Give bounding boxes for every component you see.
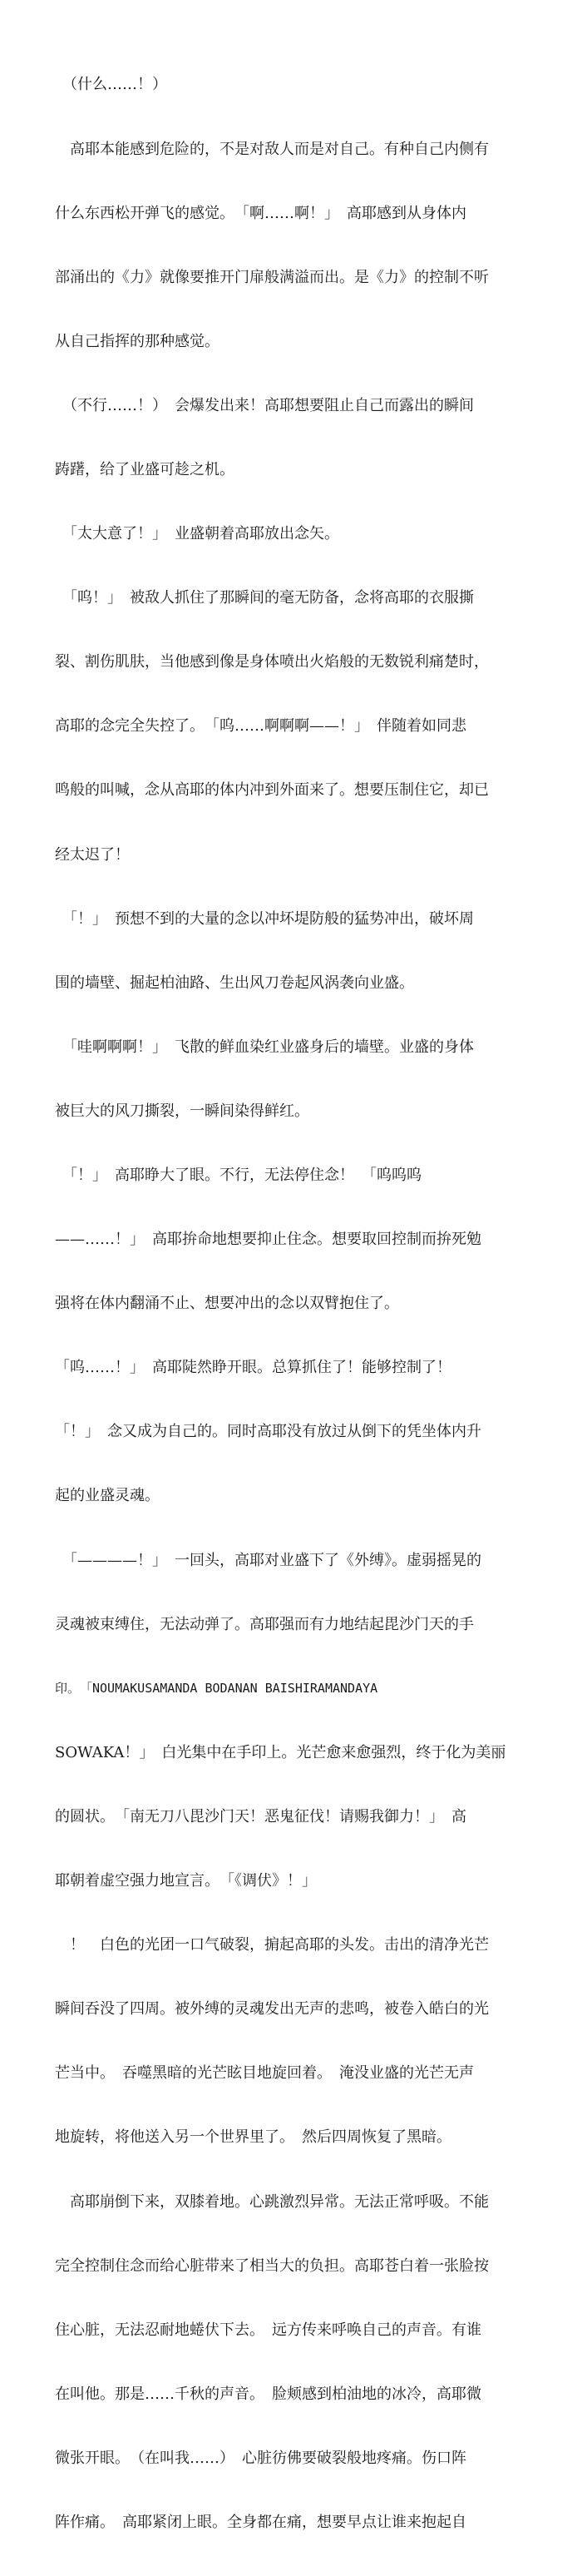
text-line: （什么……！）: [55, 76, 167, 94]
text-line: 印。 「NOUMAKUSAMANDA BODANAN BAISHIRAMANDAYA: [55, 1680, 378, 1696]
text-line: 经太迟了！: [55, 845, 130, 864]
text-line: 什么东西松开弹飞的感觉。 「啊……啊！」 高耶感到从身体内: [55, 204, 466, 222]
text-line: 高耶的念完全失控了。 「呜……啊啊啊——！」 伴随着如同悲: [55, 717, 466, 736]
text-line: 瞬间吞没了四周。被外缚的灵魂发出无声的悲鸣，被卷入皓白的光: [55, 2000, 489, 2019]
text-line: 「————！」 一回头，高耶对业盛下了《外缚》。虚弱摇晃的: [55, 1551, 481, 1569]
text-line: 高耶崩倒下来，双膝着地。心跳激烈异常。无法正常呼吸。不能: [55, 2192, 489, 2211]
novel-text-body: [55, 32, 554, 2576]
text-line: 围的墙壁、掘起柏油路、生出风刀卷起风涡袭向业盛。: [55, 973, 414, 992]
text-line: 踌躇，给了业盛可趁之机。: [55, 460, 234, 478]
text-line: 鸣般的叫喊，念从高耶的体内冲到外面来了。想要压制住它，却已: [55, 781, 489, 800]
text-line: 「呜……！」 高耶陡然睁开眼。总算抓住了！能够控制了！: [55, 1359, 451, 1377]
text-line: （不行……！） 会爆发出来！高耶想要阻止自己而露出的瞬间: [55, 396, 474, 414]
text-line: 「太大意了！」 业盛朝着高耶放出念矢。: [55, 525, 339, 543]
text-line: 强将在体内翻涌不止、想要冲出的念以双臂抱住了。: [55, 1295, 399, 1313]
text-line: 灵魂被束缚住，无法动弹了。高耶强而有力地结起毘沙门天的手: [55, 1615, 474, 1633]
text-line: 「哇啊啊啊！」 飞散的鲜血染红业盛身后的墙壁。业盛的身体: [55, 1038, 474, 1056]
text-line: 地旋转，将他送入另一个世界里了。 然后四周恢复了黑暗。: [55, 2128, 451, 2147]
text-line: 阵作痛。 高耶紧闭上眼。全身都在痛，想要早点让谁来抱起自: [55, 2513, 466, 2531]
text-line: 起的业盛灵魂。: [55, 1487, 160, 1505]
text-line: 完全控制住念而给心脏带来了相当大的负担。高耶苍白着一张脸按: [55, 2256, 489, 2275]
text-line: 耶朝着虚空强力地宣言。 「《调伏》！」: [55, 1872, 317, 1890]
text-line: 的圆状。 「南无刀八毘沙门天！恶鬼征伐！请赐我御力！」 高: [55, 1807, 466, 1825]
text-line: 裂、割伤肌肤，当他感到像是身体喷出火焰般的无数锐利痛楚时，: [55, 653, 489, 671]
text-line: 在叫他。那是……千秋的声音。 脸颊感到柏油地的冰冷，高耶微: [55, 2385, 481, 2403]
text-line: 芒当中。 吞噬黑暗的光芒眩目地旋回着。 淹没业盛的光芒无声: [55, 2064, 474, 2083]
text-line: 「！」 预想不到的大量的念以冲坏堤防般的猛势冲出，破坏周: [55, 909, 474, 928]
text-line: 住心脏，无法忍耐地蜷伏下去。 远方传来呼唤自己的声音。有谁: [55, 2321, 481, 2339]
text-line: ！ 白色的光团一口气破裂，掮起高耶的头发。击出的清净光芒: [55, 1936, 489, 1954]
text-line: 从自己指挥的那种感觉。: [55, 332, 219, 350]
text-line: SOWAKA！」 白光集中在手印上。光芒愈来愈强烈，终于化为美丽: [55, 1743, 506, 1761]
text-line: 微张开眼。 （在叫我……） 心脏彷佛要破裂般地疼痛。伤口阵: [55, 2449, 466, 2467]
text-line: 「！」 念又成为自己的。同时高耶没有放过从倒下的凭坐体内升: [55, 1423, 481, 1441]
text-line: 部涌出的《力》就像要推开门扉般满溢而出。是《力》的控制不听: [55, 268, 489, 286]
text-line: ——……！」 高耶拚命地想要抑止住念。想要取回控制而拚死勉: [55, 1231, 481, 1249]
text-line: 被巨大的风刀撕裂，一瞬间染得鲜红。: [55, 1102, 309, 1120]
text-line: 「！」 高耶睁大了眼。不行，无法停住念！ 「呜呜呜: [55, 1167, 422, 1184]
text-line: 「呜！」 被敌人抓住了那瞬间的毫无防备，念将高耶的衣服撕: [55, 589, 474, 607]
text-line: 高耶本能感到危险的，不是对敌人而是对自己。有种自己内侧有: [55, 140, 489, 158]
